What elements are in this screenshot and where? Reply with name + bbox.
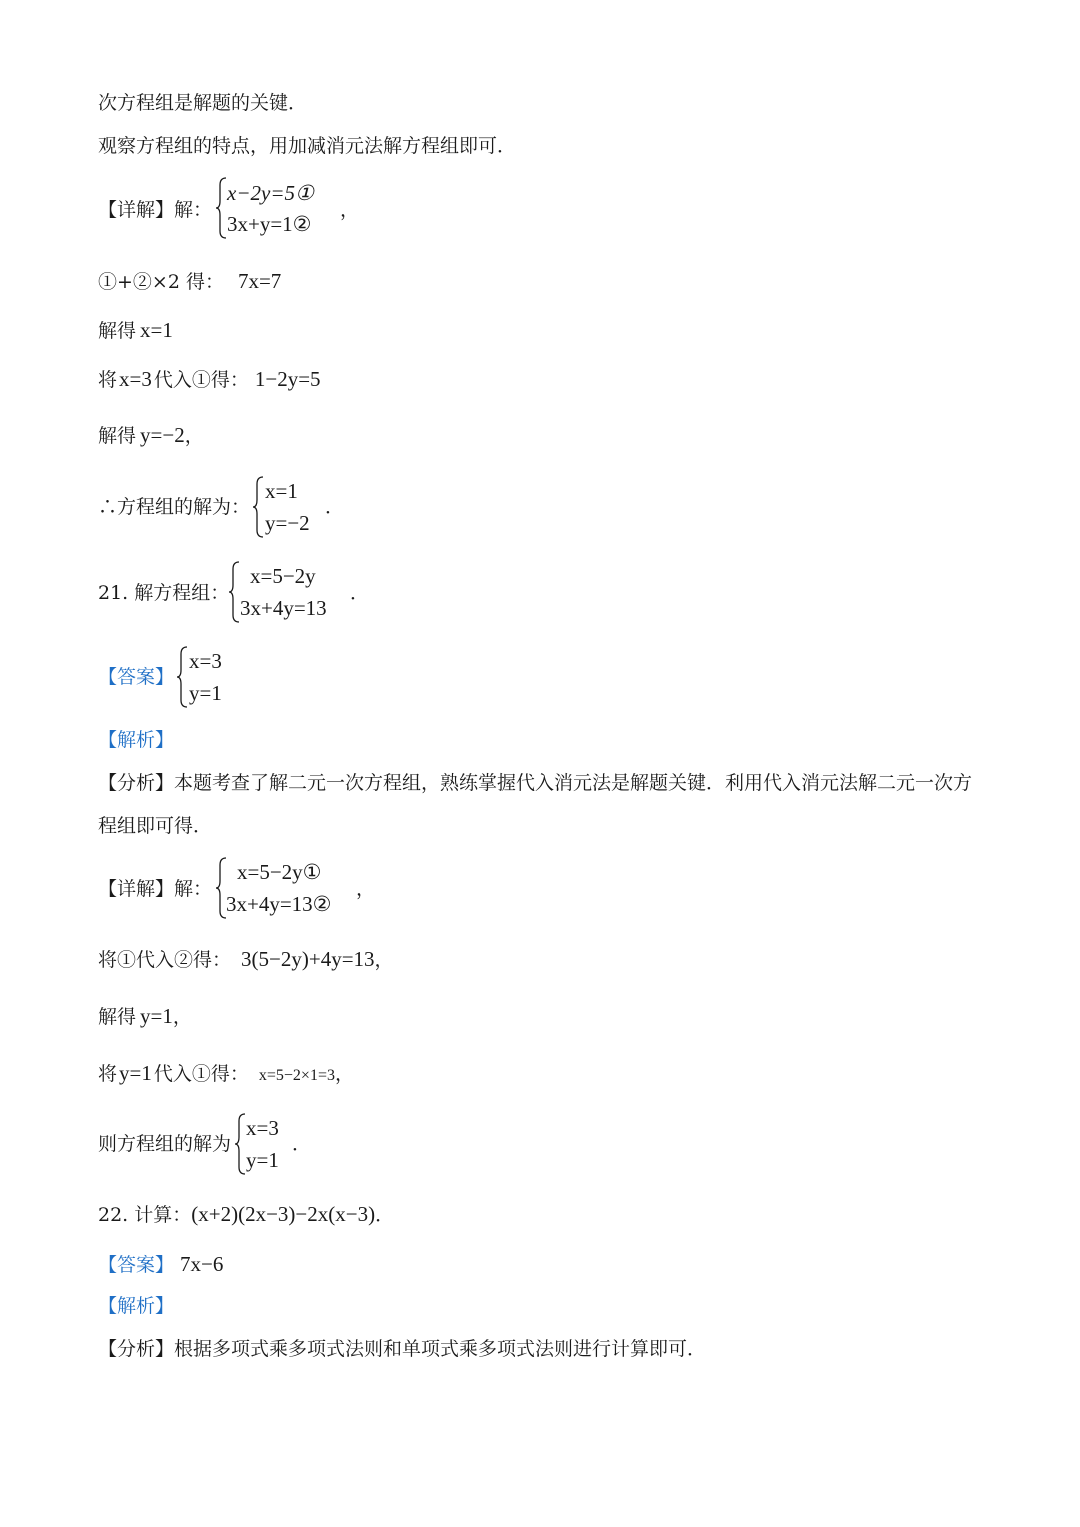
analysis-label: 【解析】 bbox=[98, 1295, 175, 1317]
equation-system bbox=[252, 475, 332, 539]
detail-label: 【详解】解： bbox=[98, 878, 213, 900]
punctuation: ， bbox=[334, 1063, 354, 1085]
text: 将①代入②得： bbox=[98, 949, 232, 971]
equation: x=3 bbox=[246, 1116, 279, 1140]
equation: x−2y=5① bbox=[227, 181, 314, 205]
text: 解得 bbox=[98, 320, 137, 342]
text-line: 则方程组的解为 bbox=[98, 1133, 232, 1155]
text-line bbox=[98, 422, 204, 449]
question-21: 21. 解方程组： bbox=[98, 582, 230, 604]
text: 22. 计算： bbox=[98, 1204, 192, 1226]
analysis-label: 【解析】 bbox=[98, 729, 175, 751]
equation: (x+2)(2x−3)−2x(x−3) bbox=[191, 1202, 376, 1226]
brace-icon bbox=[252, 475, 266, 539]
equation: 7x−6 bbox=[180, 1252, 224, 1276]
equation-system bbox=[228, 560, 358, 624]
equation: x=1 bbox=[140, 318, 173, 342]
text: 代入①得： bbox=[153, 369, 249, 391]
text-line bbox=[98, 366, 321, 393]
equation: y=1 bbox=[246, 1148, 279, 1172]
text-line bbox=[98, 1060, 354, 1089]
text-line: 程组即可得． bbox=[98, 815, 213, 837]
text: ①+②×2 得： bbox=[98, 271, 224, 293]
text-line: 【分析】根据多项式乘多项式法则和单项式乘多项式法则进行计算即可． bbox=[98, 1338, 707, 1360]
equation: 1−2y=5 bbox=[254, 367, 321, 391]
text: 解得 bbox=[98, 1006, 137, 1028]
text-line bbox=[98, 317, 173, 344]
punctuation: ． bbox=[375, 1204, 395, 1226]
text-line: 观察方程组的特点，用加减消元法解方程组即可． bbox=[98, 135, 517, 157]
equation: x=5−2×1=3 bbox=[258, 1067, 335, 1084]
equation: 3(5−2y)+4y=13 bbox=[241, 947, 375, 971]
text: 将 bbox=[98, 369, 118, 391]
equation: 3x+4y=13 bbox=[240, 596, 327, 620]
equation: 7x=7 bbox=[237, 269, 282, 293]
text-line bbox=[98, 946, 394, 973]
equation: x=5−2y① bbox=[237, 860, 322, 884]
equation-system bbox=[176, 645, 256, 709]
equation-system bbox=[215, 176, 355, 240]
answer-label: 【答案】 bbox=[98, 1254, 175, 1276]
equation: y=1 bbox=[119, 1061, 152, 1085]
equation: y=−2 bbox=[140, 423, 185, 447]
text: 解得 bbox=[98, 425, 137, 447]
equation: x=5−2y bbox=[250, 564, 316, 588]
equation-system bbox=[215, 856, 365, 920]
punctuation: ． bbox=[350, 582, 370, 604]
text-line bbox=[98, 1003, 192, 1030]
equation: y=1 bbox=[189, 681, 222, 705]
punctuation: ， bbox=[184, 425, 204, 447]
detail-label: 【详解】解： bbox=[98, 199, 213, 221]
text-line bbox=[98, 268, 281, 295]
equation: y=1 bbox=[140, 1004, 173, 1028]
punctuation: ， bbox=[374, 949, 394, 971]
equation: 3x+4y=13② bbox=[226, 892, 332, 916]
text: 代入①得： bbox=[153, 1063, 249, 1085]
equation: x=1 bbox=[265, 479, 298, 503]
brace-icon bbox=[176, 645, 190, 709]
equation: x=3 bbox=[119, 367, 152, 391]
punctuation: ， bbox=[356, 878, 376, 900]
punctuation: ， bbox=[340, 199, 360, 221]
text-line: 【分析】本题考查了解二元一次方程组，熟练掌握代入消元法是解题关键．利用代入消元法解二元一次方 bbox=[98, 772, 973, 794]
text: 将 bbox=[98, 1063, 118, 1085]
text-line bbox=[98, 1251, 223, 1278]
text-line: 次方程组是解题的关键． bbox=[98, 92, 308, 114]
punctuation: ． bbox=[325, 496, 345, 518]
punctuation: ． bbox=[292, 1133, 312, 1155]
question-22 bbox=[98, 1201, 394, 1228]
punctuation: ， bbox=[172, 1006, 192, 1028]
equation: x=3 bbox=[189, 649, 222, 673]
text-line: ∴方程组的解为： bbox=[98, 496, 251, 518]
answer-label: 【答案】 bbox=[98, 666, 175, 688]
equation: 3x+y=1② bbox=[227, 212, 312, 236]
equation: y=−2 bbox=[265, 511, 310, 535]
